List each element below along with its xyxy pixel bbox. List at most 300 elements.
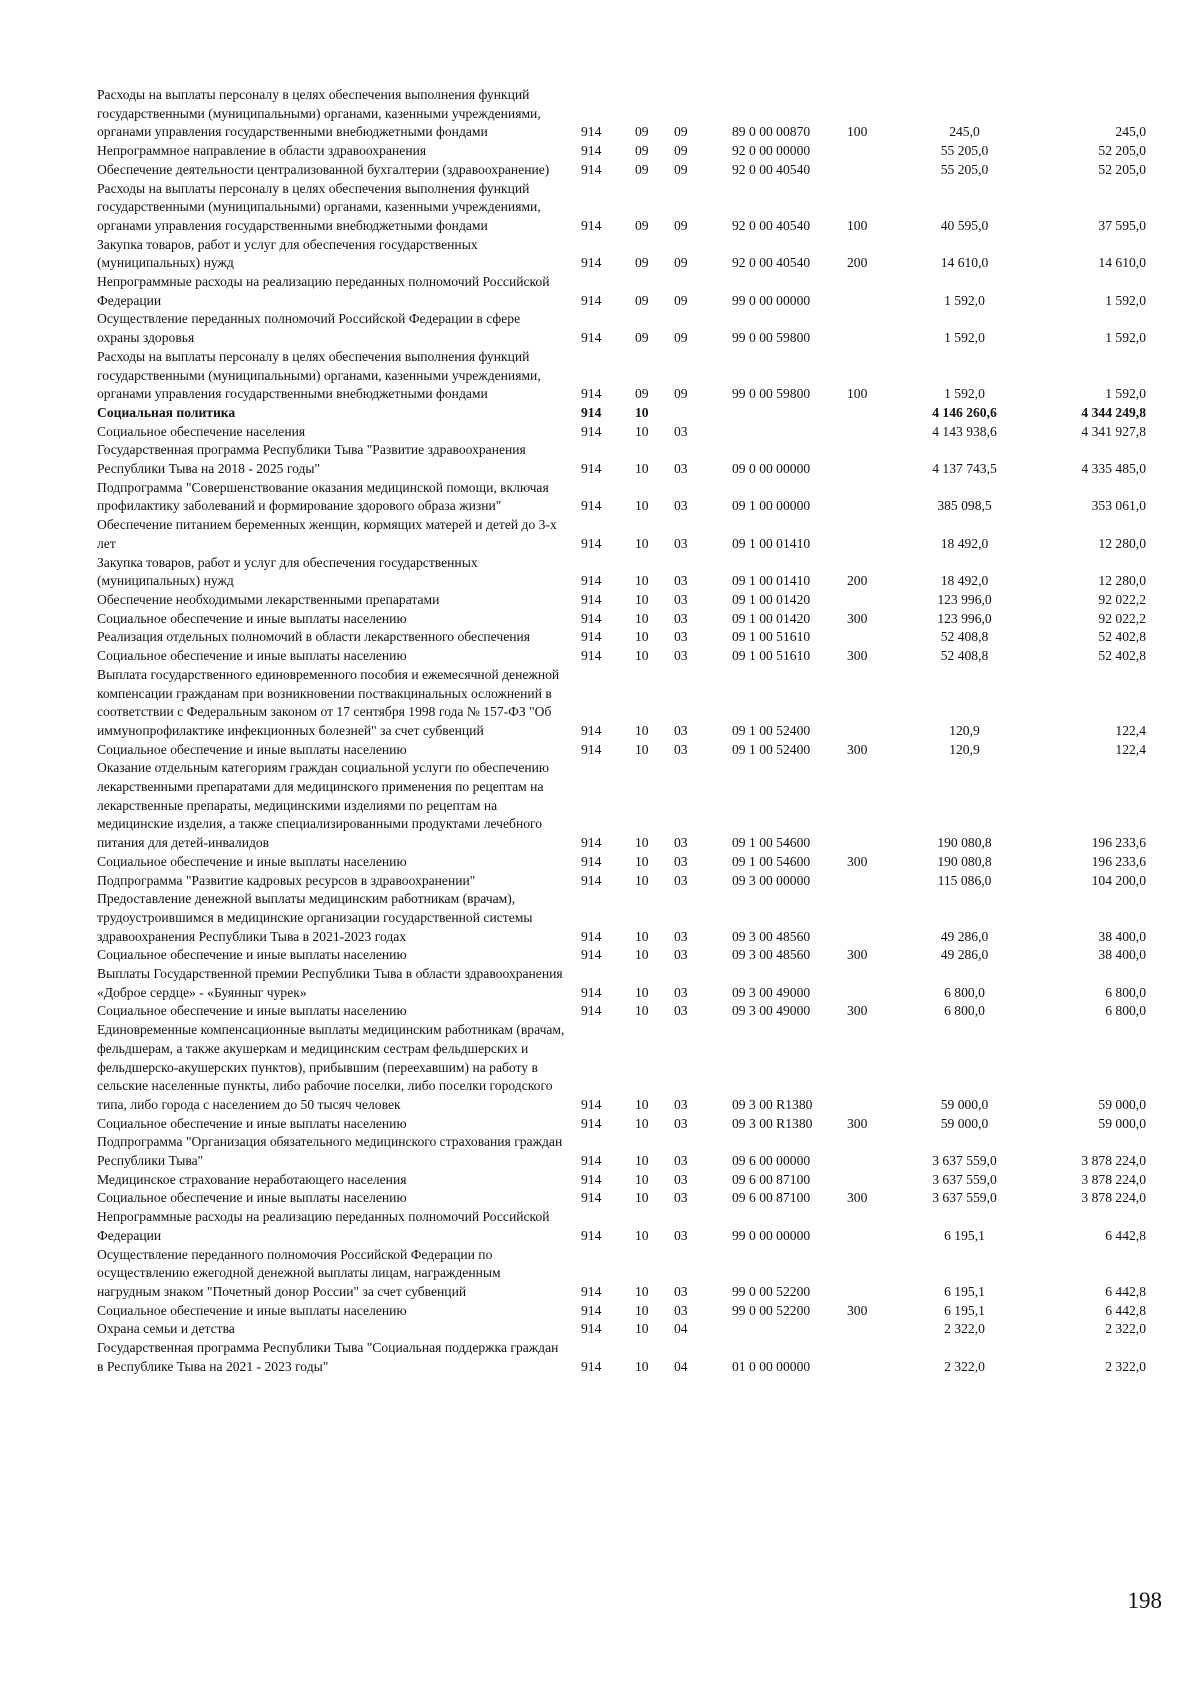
amount-year-1: 6 195,1 [944,1227,985,1243]
amount-year-1: 123 996,0 [937,610,992,626]
subsection-code: 03 [674,573,688,589]
amount-year-1: 4 137 743,5 [932,461,997,477]
section-code: 09 [635,124,649,140]
row-name: Расходы на выплаты персоналу в целях обеспечения выполнения функций государственными (муниципальными) органами, казенными учреждениями, органами управления государственными внебюджетными фондами [97,87,541,140]
subsection-code: 09 [674,292,688,308]
amount-year-1: 245,0 [949,124,980,140]
expense-type-code: 300 [847,741,868,757]
expense-type-code: 200 [847,573,868,589]
amount-year-2: 1 592,0 [1105,386,1146,402]
amount-year-1: 190 080,8 [937,835,992,851]
row-name: Единовременные компенсационные выплаты медицинским работникам (врачам, фельдшерам, а также акушеркам и медицинским сестрам фельдшерских и фельдшерско-акушерских пунктов), прибывшим (переехавшим) на работу в сельские населенные пункты, либо рабочие поселки, либо поселки городского типа, либо города с населением до 50 тысяч человек [97,1022,565,1112]
amount-year-2: 92 022,2 [1098,610,1146,626]
admin-code: 914 [581,1284,602,1299]
row-name: Государственная программа Республики Тыва "Развитие здравоохранения Республики Тыва на 2018 - 2025 годы" [97,442,526,477]
subsection-code: 03 [674,1096,688,1112]
admin-code: 914 [581,591,602,607]
amount-year-1: 52 408,8 [940,629,989,645]
amount-year-2: 52 402,8 [1098,629,1146,645]
admin-code: 914 [581,872,602,888]
subsection-code: 03 [674,591,688,607]
admin-code: 914 [581,498,602,514]
amount-year-2: 6 800,0 [1105,984,1146,1000]
expense-type-code [845,1021,897,1115]
expense-type-code [845,1208,897,1245]
amount-year-2: 6 800,0 [1105,1003,1146,1019]
admin-code: 914 [581,573,602,589]
table-row [97,1189,1172,1208]
expense-type-code [845,759,897,853]
section-code: 10 [635,629,649,645]
section-code: 10 [635,1227,649,1243]
row-name: Осуществление переданного полномочия Российской Федерации по осуществлению ежегодной денежной выплаты лицам, награжденным нагрудным знаком "Почетный донор России" за счет субвенций [97,1246,501,1299]
expense-type-code [845,872,897,891]
admin-code: 914 [581,610,602,626]
amount-year-2: 122,4 [1115,722,1146,738]
expense-type-code: 300 [847,853,868,869]
section-code: 10 [635,1003,649,1019]
amount-year-1: 1 592,0 [944,386,985,402]
subsection-code: 03 [674,629,688,645]
expense-type-code [845,965,897,1002]
target-article-code: 09 6 00 87100 [732,1171,811,1187]
target-article-code: 09 3 00 R1380 [732,1115,813,1131]
table-row [97,1302,1172,1321]
expense-type-code: 100 [847,217,868,233]
row-name: Предоставление денежной выплаты медицинским работникам (врачам), трудоустроившимся в медицинские организации государственной системы здравоохранения Республики Тыва в 2021-2023 годах [97,891,533,944]
target-article-code: 99 0 00 52200 [732,1284,811,1299]
amount-year-1: 59 000,0 [940,1096,989,1112]
admin-code: 914 [581,255,602,271]
row-name: Социальное обеспечение и иные выплаты населению [97,947,407,963]
target-article-code: 09 1 00 01420 [732,610,811,626]
table-row [97,310,1172,347]
admin-code: 914 [581,124,602,140]
table-row [97,741,1172,760]
expense-type-code [845,423,897,442]
section-code: 10 [635,853,649,869]
table-row [97,142,1172,161]
section-code: 10 [635,498,649,514]
table-row [97,946,1172,965]
row-name: Подпрограмма "Совершенствование оказания медицинской помощи, включая профилактику заболеваний и формирование здорового образа жизни" [97,479,549,514]
section-code: 10 [635,1302,649,1318]
target-article-code: 99 0 00 00000 [732,1227,811,1243]
amount-year-1: 6 800,0 [944,984,985,1000]
subsection-code: 03 [674,498,688,514]
subsection-code: 03 [674,1115,688,1131]
table-row [97,161,1172,180]
table-row [97,554,1172,591]
target-article-code: 09 3 00 49000 [732,1003,811,1019]
amount-year-2: 6 442,8 [1105,1284,1146,1299]
amount-year-2: 2 322,0 [1105,1321,1146,1337]
row-name: Государственная программа Республики Тыва "Социальная поддержка граждан в Республике Тыва на 2021 - 2023 годы" [97,1340,559,1374]
amount-year-2: 122,4 [1115,741,1146,757]
table-row [97,348,1172,404]
subsection-code: 03 [674,1153,688,1169]
row-name: Осуществление переданных полномочий Российской Федерации в сфере охраны здоровья [97,311,521,346]
subsection-code [670,404,720,423]
row-name: Обеспечение питанием беременных женщин, кормящих матерей и детей до 3-х лет [97,517,557,551]
table-row [97,1171,1172,1190]
amount-year-1: 385 098,5 [937,498,992,514]
expense-type-code [845,273,897,310]
row-name: Социальное обеспечение и иные выплаты населению [97,1302,407,1318]
table-row [97,890,1172,946]
section-code: 09 [635,292,649,308]
amount-year-1: 14 610,0 [940,255,989,271]
table-row [97,441,1172,478]
amount-year-1: 49 286,0 [940,947,989,963]
amount-year-1: 40 595,0 [940,217,989,233]
amount-year-1: 4 143 938,6 [932,423,997,439]
amount-year-1: 1 592,0 [944,292,985,308]
amount-year-2: 3 878 224,0 [1081,1153,1146,1169]
target-article-code: 09 1 00 51610 [732,629,811,645]
section-code: 10 [635,872,649,888]
row-name: Выплата государственного единовременного пособия и ежемесячной денежной компенсации гражданам при возникновении поствакцинальных осложнений в соответствии с Федеральным законом от 17 сентября 1998 года № 157-ФЗ "Об иммунопрофилактике инфекционных болезней" за счет субвенций [97,666,560,738]
admin-code: 914 [581,1171,602,1187]
expense-type-code [845,666,897,741]
amount-year-2: 3 878 224,0 [1081,1190,1146,1206]
admin-code: 914 [581,629,602,645]
row-name: Закупка товаров, работ и услуг для обеспечения государственных (муниципальных) нужд [97,554,478,589]
section-code: 10 [635,1190,649,1206]
table-row [97,1339,1172,1376]
target-article-code: 92 0 00 40540 [732,161,811,177]
row-name: Подпрограмма "Организация обязательного медицинского страхования граждан Республики Тыва" [97,1134,563,1169]
target-article-code: 09 6 00 00000 [732,1153,811,1169]
amount-year-1: 1 592,0 [944,330,985,346]
expense-type-code: 200 [847,255,868,271]
section-code: 10 [635,835,649,851]
subsection-code: 03 [674,610,688,626]
expense-type-code: 300 [847,1190,868,1206]
section-code: 10 [635,591,649,607]
subsection-code: 03 [674,872,688,888]
target-article-code: 09 1 00 01410 [732,535,811,551]
section-code: 10 [635,423,649,439]
expense-type-code [845,1320,897,1339]
table-row [97,404,1172,423]
table-row [97,872,1172,891]
row-name: Социальное обеспечение и иные выплаты населению [97,648,407,664]
section-code: 10 [635,928,649,944]
table-body [97,86,1172,1377]
table-row [97,1208,1172,1245]
expense-type-code: 300 [847,1115,868,1131]
amount-year-1: 55 205,0 [940,161,989,177]
admin-code: 914 [581,1003,602,1019]
section-code: 10 [635,1115,649,1131]
subsection-code: 03 [674,535,688,551]
amount-year-1: 52 408,8 [940,648,989,664]
amount-year-2: 353 061,0 [1091,498,1146,514]
target-article-code: 09 1 00 54600 [732,853,811,869]
section-code: 10 [635,610,649,626]
admin-code: 914 [581,1358,602,1374]
section-code: 10 [635,461,649,477]
admin-code: 914 [581,161,602,177]
amount-year-1: 18 492,0 [940,573,989,589]
admin-code: 914 [581,648,602,664]
table-row [97,628,1172,647]
table-row [97,666,1172,741]
table-row [97,965,1172,1002]
amount-year-1: 3 637 559,0 [932,1153,997,1169]
expense-type-code [845,310,897,347]
amount-year-2: 196 233,6 [1091,853,1146,869]
expense-type-code: 300 [847,947,868,963]
section-code: 09 [635,255,649,271]
amount-year-2: 6 442,8 [1105,1302,1146,1318]
amount-year-2: 4 344 249,8 [1081,404,1146,420]
section-code: 09 [635,161,649,177]
subsection-code: 09 [674,143,688,159]
row-name: Социальное обеспечение населения [97,423,306,439]
table-row [97,759,1172,853]
target-article-code: 09 3 00 48560 [732,947,811,963]
subsection-code: 03 [674,835,688,851]
expense-type-code: 300 [847,1003,868,1019]
section-code: 10 [635,1284,649,1299]
amount-year-2: 196 233,6 [1091,835,1146,851]
page-number: 198 [1127,1588,1162,1613]
row-name: Непрограммные расходы на реализацию переданных полномочий Российской Федерации [97,274,550,308]
target-article-code: 09 3 00 R1380 [732,1096,813,1112]
admin-code: 914 [581,1153,602,1169]
expense-type-code: 100 [847,124,868,140]
subsection-code: 04 [674,1321,688,1337]
target-article-code: 99 0 00 59800 [732,330,811,346]
amount-year-1: 123 996,0 [937,591,992,607]
table-row [97,610,1172,629]
amount-year-1: 2 322,0 [944,1358,985,1374]
amount-year-2: 59 000,0 [1098,1115,1146,1131]
row-name: Непрограммные расходы на реализацию переданных полномочий Российской Федерации [97,1209,550,1243]
section-code: 10 [635,1153,649,1169]
amount-year-1: 55 205,0 [940,143,989,159]
target-article-code: 92 0 00 40540 [732,255,811,271]
expense-type-code: 100 [847,386,868,402]
table-row [97,1021,1172,1115]
amount-year-1: 120,9 [949,722,980,738]
admin-code: 914 [581,330,602,346]
row-name: Социальное обеспечение и иные выплаты населению [97,853,407,869]
budget-table [97,86,1172,1377]
target-article-code: 09 1 00 01420 [732,591,811,607]
table-row [97,1320,1172,1339]
target-article-code: 09 1 00 51610 [732,648,811,664]
subsection-code: 03 [674,722,688,738]
admin-code: 914 [581,835,602,851]
section-code: 10 [635,1096,649,1112]
target-article-code [720,404,845,423]
amount-year-1: 6 195,1 [944,1302,985,1318]
target-article-code: 99 0 00 00000 [732,292,811,308]
amount-year-2: 3 878 224,0 [1081,1171,1146,1187]
admin-code: 914 [581,1190,602,1206]
target-article-code: 99 0 00 59800 [732,386,811,402]
table-row [97,1115,1172,1134]
subsection-code: 03 [674,1227,688,1243]
admin-code: 914 [581,928,602,944]
section-code: 10 [635,648,649,664]
target-article-code: 09 1 00 52400 [732,722,811,738]
section-code: 10 [635,984,649,1000]
amount-year-2: 4 335 485,0 [1081,461,1146,477]
admin-code: 914 [581,217,602,233]
section-code: 10 [635,1358,649,1374]
section-code: 09 [635,330,649,346]
amount-year-1: 49 286,0 [940,928,989,944]
amount-year-2: 52 402,8 [1098,648,1146,664]
subsection-code: 03 [674,1284,688,1299]
target-article-code: 09 3 00 00000 [732,872,811,888]
row-name: Социальная политика [97,404,236,420]
row-name: Медицинское страхование неработающего населения [97,1171,407,1187]
row-name: Охрана семьи и детства [97,1321,235,1337]
subsection-code: 03 [674,648,688,664]
target-article-code: 92 0 00 40540 [732,217,811,233]
expense-type-code [845,479,897,516]
table-row [97,516,1172,553]
target-article-code [720,1320,845,1339]
table-row [97,647,1172,666]
amount-year-2: 1 592,0 [1105,330,1146,346]
subsection-code: 03 [674,947,688,963]
amount-year-2: 14 610,0 [1098,255,1146,271]
target-article-code: 09 3 00 48560 [732,928,811,944]
admin-code: 914 [581,461,602,477]
target-article-code: 09 1 00 00000 [732,498,811,514]
subsection-code: 03 [674,1190,688,1206]
admin-code: 914 [581,1321,602,1337]
admin-code: 914 [581,947,602,963]
expense-type-code [845,1171,897,1190]
table-row [97,1246,1172,1302]
row-name: Обеспечение необходимыми лекарственными препаратами [97,591,440,607]
section-code: 10 [635,741,649,757]
row-name: Расходы на выплаты персоналу в целях обеспечения выполнения функций государственными (муниципальными) органами, казенными учреждениями, органами управления государственными внебюджетными фондами [97,348,541,402]
subsection-code: 04 [674,1358,688,1374]
row-name: Реализация отдельных полномочий в области лекарственного обеспечения [97,629,531,645]
target-article-code: 99 0 00 52200 [732,1302,811,1318]
expense-type-code [845,591,897,610]
expense-type-code [845,628,897,647]
subsection-code: 03 [674,984,688,1000]
table-row [97,180,1172,236]
amount-year-1: 4 146 260,6 [932,404,997,420]
admin-code: 914 [581,1302,602,1318]
expense-type-code [845,1339,897,1376]
subsection-code: 09 [674,330,688,346]
expense-type-code [845,404,897,423]
expense-type-code [845,1246,897,1302]
admin-code: 914 [581,853,602,869]
subsection-code: 09 [674,161,688,177]
row-name: Непрограммное направление в области здравоохранения [97,143,427,159]
expense-type-code: 300 [847,1302,868,1318]
amount-year-1: 115 086,0 [937,872,992,888]
amount-year-2: 2 322,0 [1105,1358,1146,1374]
table-row [97,853,1172,872]
target-article-code: 92 0 00 00000 [732,143,811,159]
expense-type-code [845,1133,897,1170]
admin-code: 914 [581,423,602,439]
amount-year-1: 3 637 559,0 [932,1190,997,1206]
amount-year-2: 12 280,0 [1098,573,1146,589]
target-article-code: 09 1 00 54600 [732,835,811,851]
section-code: 09 [635,143,649,159]
amount-year-2: 52 205,0 [1098,161,1146,177]
section-code: 10 [635,535,649,551]
subsection-code: 03 [674,423,688,439]
admin-code: 914 [581,535,602,551]
amount-year-2: 4 341 927,8 [1081,423,1146,439]
section-code: 10 [635,404,649,420]
amount-year-1: 59 000,0 [940,1115,989,1131]
amount-year-2: 38 400,0 [1098,928,1146,944]
amount-year-2: 6 442,8 [1105,1227,1146,1243]
amount-year-2: 37 595,0 [1098,217,1146,233]
subsection-code: 03 [674,1171,688,1187]
admin-code: 914 [581,1115,602,1131]
subsection-code: 09 [674,386,688,402]
table-row [97,479,1172,516]
admin-code: 914 [581,1227,602,1243]
target-article-code: 89 0 00 00870 [732,124,811,140]
subsection-code: 03 [674,1302,688,1318]
subsection-code: 03 [674,928,688,944]
target-article-code: 09 1 00 01410 [732,573,811,589]
amount-year-2: 104 200,0 [1091,872,1146,888]
row-name: Оказание отдельным категориям граждан социальной услуги по обеспечению лекарственными препаратами для медицинского применения по рецептам на лекарственные препараты, медицинскими изделиями по рецептам на медицинские изделия, а также специализированными продуктами лечебного питания для детей-инвалидов [97,760,550,851]
expense-type-code: 300 [847,648,868,664]
target-article-code: 09 3 00 49000 [732,984,811,1000]
subsection-code: 09 [674,217,688,233]
table-row [97,236,1172,273]
amount-year-1: 3 637 559,0 [932,1171,997,1187]
expense-type-code [845,516,897,553]
target-article-code: 01 0 00 00000 [732,1358,811,1374]
row-name: Подпрограмма "Развитие кадровых ресурсов в здравоохранении" [97,872,476,888]
admin-code: 914 [581,1096,602,1112]
amount-year-1: 18 492,0 [940,535,989,551]
amount-year-2: 12 280,0 [1098,535,1146,551]
expense-type-code [845,890,897,946]
amount-year-2: 92 022,2 [1098,591,1146,607]
row-name: Социальное обеспечение и иные выплаты населению [97,1190,407,1206]
admin-code: 914 [581,404,602,420]
table-row [97,273,1172,310]
table-row [97,423,1172,442]
amount-year-1: 2 322,0 [944,1321,985,1337]
admin-code: 914 [581,143,602,159]
subsection-code: 03 [674,1003,688,1019]
amount-year-2: 38 400,0 [1098,947,1146,963]
target-article-code: 09 0 00 00000 [732,461,811,477]
row-name: Выплаты Государственной премии Республики Тыва в области здравоохранения «Доброе сердце» - «Буянныг чурек» [97,966,563,1000]
expense-type-code [845,161,897,180]
section-code: 10 [635,573,649,589]
table-row [97,86,1172,142]
admin-code: 914 [581,292,602,308]
amount-year-2: 245,0 [1115,124,1146,140]
row-name: Обеспечение деятельности централизованной бухгалтерии (здравоохранение) [97,161,550,177]
expense-type-code [845,441,897,478]
